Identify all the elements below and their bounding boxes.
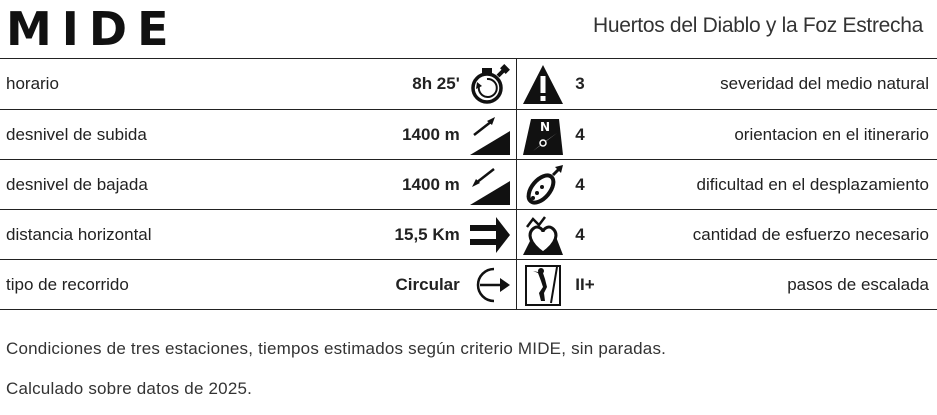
descent-value: 1400 m [402, 174, 460, 194]
route-type-value: Circular [395, 274, 460, 294]
distance-arrow-icon [464, 210, 516, 260]
table-row [0, 59, 937, 109]
route-title: Huertos del Diablo y la Foz Estrecha [592, 14, 923, 37]
table-row [0, 209, 937, 259]
boot-sole-icon [517, 160, 569, 210]
orientation-value: 4 [575, 124, 585, 144]
climbing-label: pasos de escalada [787, 274, 929, 294]
effort-value: 4 [575, 224, 585, 244]
climbing-value: II+ [575, 274, 595, 294]
schedule-label: horario [6, 74, 59, 93]
movement-difficulty-value: 4 [575, 174, 585, 194]
distance-value: 15,5 Km [394, 224, 460, 244]
conditions-note: Condiciones de tres estaciones, tiempos estimados según criterio MIDE, sin paradas. [6, 339, 667, 358]
distance-label: distancia horizontal [6, 224, 152, 244]
schedule-value: 8h 25' [412, 74, 460, 93]
mide-logo: MIDE [6, 2, 179, 56]
mide-table [0, 58, 937, 310]
compass-orientation-icon [517, 110, 569, 160]
climber-icon [517, 260, 569, 310]
warning-triangle-icon [517, 59, 569, 109]
ascent-icon [464, 110, 516, 160]
calculated-note: Calculado sobre datos de 2025. [6, 379, 253, 398]
table-row [0, 159, 937, 209]
severity-value: 3 [575, 74, 585, 93]
heart-effort-icon [517, 210, 569, 260]
ascent-value: 1400 m [402, 124, 460, 144]
movement-difficulty-label: dificultad en el desplazamiento [696, 174, 929, 194]
circular-route-icon [464, 260, 516, 310]
descent-icon [464, 160, 516, 210]
effort-label: cantidad de esfuerzo necesario [692, 224, 929, 244]
table-row [0, 259, 937, 309]
severity-label: severidad del medio natural [720, 74, 929, 93]
stopwatch-icon [464, 59, 516, 109]
table-row [0, 109, 937, 159]
route-type-label: tipo de recorrido [6, 274, 129, 294]
orientation-label: orientacion en el itinerario [734, 124, 929, 144]
svg-text:N: N [540, 119, 551, 134]
ascent-label: desnivel de subida [6, 124, 147, 144]
descent-label: desnivel de bajada [6, 174, 148, 194]
